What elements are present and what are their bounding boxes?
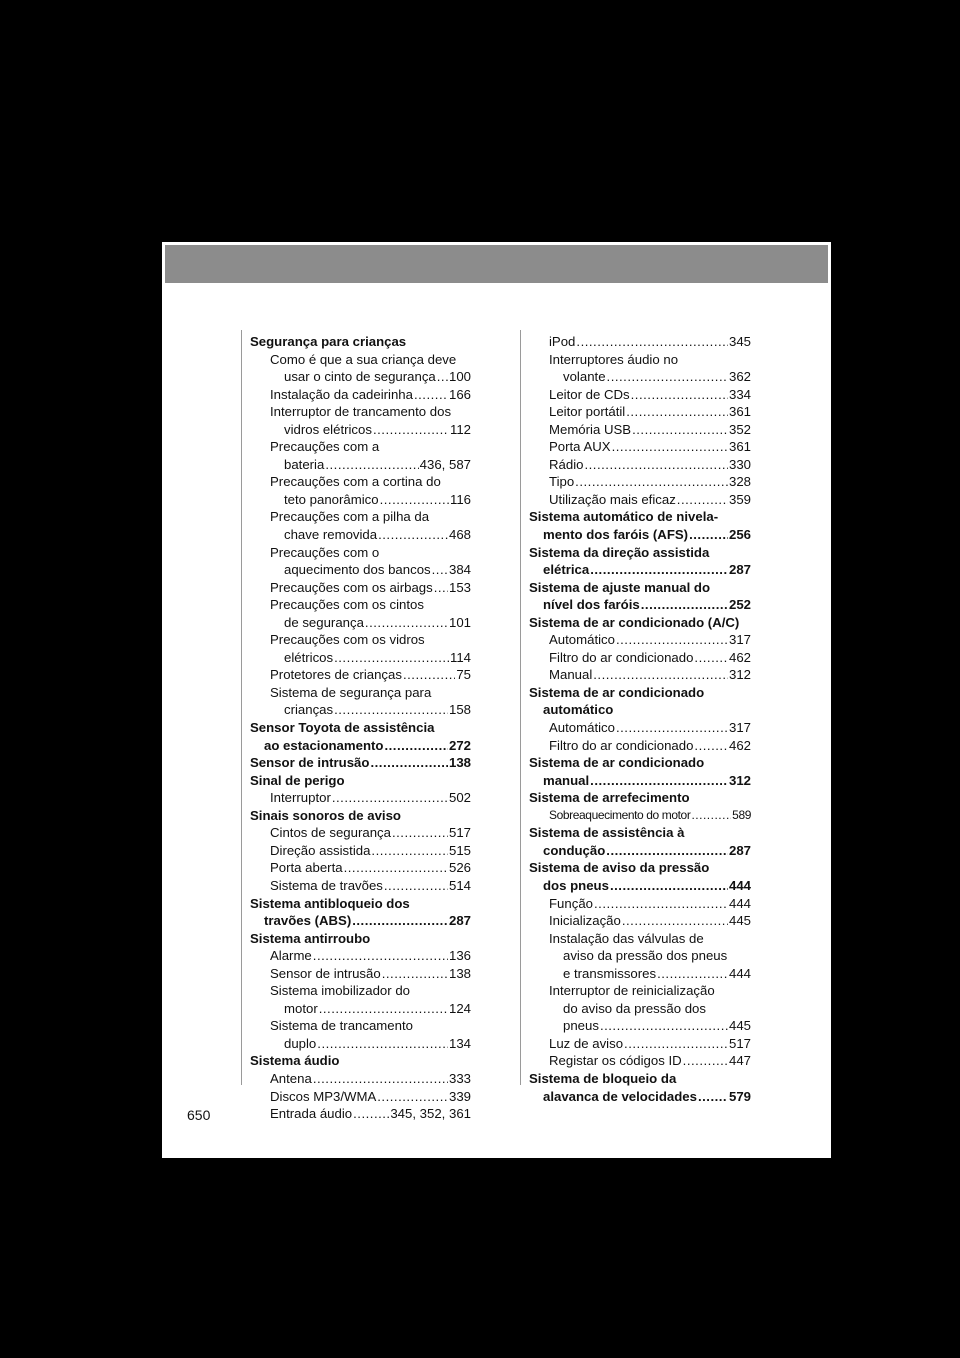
index-entry-term: Instalação da cadeirinha	[270, 386, 413, 402]
page-number: 650	[187, 1107, 211, 1123]
index-entry-term: Direção assistida	[270, 842, 371, 858]
index-entry	[250, 859, 471, 877]
index-entry-page: 462	[728, 737, 751, 753]
dot-leader	[657, 965, 728, 983]
dot-leader	[378, 526, 448, 544]
index-entry-term: teto panorâmico	[284, 491, 379, 507]
index-entry	[250, 579, 471, 597]
dot-leader	[632, 421, 728, 439]
index-heading-line: Sistema de trancamento	[270, 1018, 413, 1034]
index-entry-term: duplo	[284, 1035, 317, 1051]
index-entry	[250, 789, 471, 807]
index-entry	[250, 614, 471, 632]
index-entry-page: 252	[728, 597, 751, 613]
dot-leader	[432, 561, 448, 579]
index-entry	[529, 386, 751, 404]
dot-leader	[334, 649, 449, 667]
dot-leader	[612, 438, 728, 456]
index-entry-page: 287	[448, 913, 471, 929]
index-heading-line: Precauções com o	[270, 544, 380, 560]
index-entry-term: ao estacionamento	[264, 737, 384, 753]
dot-leader	[590, 561, 728, 579]
index-entry-page: 317	[728, 720, 751, 736]
dot-leader	[353, 1105, 389, 1123]
index-entry-term: dos pneus	[543, 877, 609, 893]
index-heading-line: Interruptores áudio no	[549, 351, 679, 367]
index-heading-line: Sistema da direção assistida	[529, 544, 710, 560]
index-entry-term: Tipo	[549, 474, 575, 490]
index-entry-term: manual	[543, 772, 590, 788]
index-entry-page: 101	[448, 614, 471, 630]
index-heading-line: Precauções com a pilha da	[270, 509, 430, 525]
index-entry-page: 444	[728, 895, 751, 911]
index-entry-term: Inicialização	[549, 913, 621, 929]
index-entry-page: 339	[448, 1088, 471, 1104]
index-entry-page: 444	[728, 965, 751, 981]
index-entry	[529, 666, 751, 684]
index-entry-term: bateria	[284, 456, 325, 472]
index-heading-line: Sistema antibloqueio dos	[250, 895, 410, 911]
dot-leader	[332, 789, 448, 807]
index-entry	[529, 631, 751, 649]
index-entry-page: 334	[728, 386, 751, 402]
dot-leader	[683, 1052, 728, 1070]
index-entry-page: 114	[449, 649, 471, 665]
index-entry	[529, 842, 751, 860]
dot-leader	[371, 842, 448, 860]
dot-leader	[575, 473, 728, 491]
dot-leader	[606, 842, 728, 860]
index-entry	[529, 1017, 751, 1035]
index-entry-term: crianças	[284, 702, 334, 718]
index-entry-page: 138	[448, 965, 471, 981]
index-entry-term: aquecimento dos bancos	[284, 562, 431, 578]
index-heading-line: Sinal de perigo	[250, 772, 345, 788]
index-entry-page: 312	[728, 667, 751, 683]
index-entry-term: condução	[543, 842, 606, 858]
index-entry	[250, 912, 471, 930]
index-entry	[250, 877, 471, 895]
index-entry	[529, 965, 751, 983]
index-heading-line: Sensor Toyota de assistência	[250, 720, 435, 736]
dot-leader	[352, 912, 448, 930]
index-entry	[529, 333, 751, 351]
dot-leader	[437, 368, 448, 386]
dot-leader	[610, 877, 728, 895]
index-entry	[250, 421, 471, 439]
index-heading-line: Interruptor de reinicialização	[549, 983, 715, 999]
index-entry-page: 517	[448, 825, 471, 841]
dot-leader	[403, 666, 455, 684]
manual-page	[162, 242, 831, 1158]
index-entry	[250, 561, 471, 579]
index-column-left	[250, 333, 471, 1123]
dot-leader	[626, 403, 728, 421]
index-entry	[529, 1052, 751, 1070]
index-entry-page: 330	[728, 456, 751, 472]
index-entry-page: 287	[728, 562, 751, 578]
index-entry-page: 272	[448, 737, 471, 753]
index-heading-line: Precauções com a cortina do	[270, 474, 441, 490]
index-entry-term: Filtro do ar condicionado	[549, 737, 694, 753]
index-heading-line: Sistema de bloqueio da	[529, 1070, 677, 1086]
index-entry	[529, 526, 751, 544]
index-entry-term: motor	[284, 1000, 318, 1016]
dot-leader	[414, 386, 448, 404]
dot-leader	[392, 824, 448, 842]
index-column-right	[529, 333, 751, 1105]
index-entry-page: 361	[728, 439, 751, 455]
index-entry-term: Registar os códigos ID	[549, 1053, 682, 1069]
dot-leader	[624, 1035, 728, 1053]
index-entry	[250, 842, 471, 860]
index-entry-page: 384	[448, 562, 471, 578]
index-entry-term: nível dos faróis	[543, 597, 640, 613]
index-heading-line: Sistema de ar condicionado	[529, 684, 705, 700]
index-entry	[250, 526, 471, 544]
index-entry-term: Automático	[549, 720, 615, 736]
index-entry	[250, 368, 471, 386]
index-entry	[250, 1105, 471, 1123]
index-entry-term: Entrada áudio	[270, 1106, 353, 1122]
index-entry-page: 352	[728, 421, 751, 437]
index-entry-page: 153	[448, 579, 471, 595]
index-entry	[250, 666, 471, 684]
index-entry-page: 158	[448, 702, 471, 718]
index-entry-page: 317	[728, 632, 751, 648]
index-entry-page: 345	[728, 334, 751, 349]
index-entry-page: 515	[448, 842, 471, 858]
index-entry-term: e transmissores	[563, 965, 657, 981]
dot-leader	[616, 719, 728, 737]
index-entry-term: mento dos faróis (AFS)	[543, 527, 689, 543]
dot-leader	[677, 491, 728, 509]
dot-leader	[377, 1088, 448, 1106]
index-entry-page: 462	[728, 649, 751, 665]
dot-leader	[641, 596, 728, 614]
index-entry	[529, 473, 751, 491]
index-entry-page: 312	[728, 772, 751, 788]
index-entry-term: chave removida	[284, 527, 378, 543]
index-heading-line: Segurança para crianças	[250, 334, 407, 349]
index-entry-term: Interruptor	[270, 790, 331, 806]
dot-leader	[380, 491, 449, 509]
dot-leader	[590, 772, 728, 790]
index-entry-term: Função	[549, 895, 593, 911]
index-entry-term: travões (ABS)	[264, 913, 352, 929]
dot-leader	[313, 947, 448, 965]
index-heading-line: automático	[543, 702, 614, 718]
index-entry-page: 445	[728, 913, 751, 929]
dot-leader	[313, 1070, 448, 1088]
dot-leader	[384, 877, 448, 895]
index-heading-line: Sistema de arrefecimento	[529, 790, 690, 806]
index-heading-line: Sistema de aviso da pressão	[529, 860, 710, 876]
right-column-rule	[520, 330, 521, 1085]
dot-leader	[576, 333, 728, 351]
index-heading-line: Interruptor de trancamento dos	[270, 404, 452, 420]
index-entry	[529, 877, 751, 895]
index-entry-page: 468	[448, 527, 471, 543]
index-entry-term: vidros elétricos	[284, 421, 372, 437]
index-entry	[529, 438, 751, 456]
index-entry-page: 526	[448, 860, 471, 876]
index-entry	[529, 772, 751, 790]
index-entry	[250, 491, 471, 509]
index-entry-term: Cintos de segurança	[270, 825, 391, 841]
index-heading-line: Sistema de ar condicionado	[529, 755, 705, 771]
index-entry-page: 287	[728, 842, 751, 858]
dot-leader	[317, 1035, 448, 1053]
index-entry-term: Sensor de intrusão	[270, 965, 381, 981]
dot-leader	[616, 631, 728, 649]
dot-leader	[319, 1000, 448, 1018]
index-entry-page: 436, 587	[419, 456, 471, 472]
index-heading-line: aviso da pressão dos pneus	[563, 948, 728, 964]
index-heading-line: Precauções com a	[270, 439, 380, 455]
index-entry-term: volante	[563, 369, 606, 385]
index-entry	[529, 912, 751, 930]
index-entry-page: 100	[448, 369, 471, 385]
index-entry-term: Discos MP3/WMA	[270, 1088, 377, 1104]
index-entry-term: Leitor de CDs	[549, 386, 630, 402]
dot-leader	[434, 579, 448, 597]
index-entry-term: elétrica	[543, 562, 590, 578]
index-entry-term: Automático	[549, 632, 615, 648]
index-entry-page: 445	[728, 1018, 751, 1034]
index-entry-term: Porta aberta	[270, 860, 343, 876]
index-entry-page: 134	[448, 1035, 471, 1051]
index-entry-term: Luz de aviso	[549, 1035, 624, 1051]
dot-leader	[689, 526, 728, 544]
index-entry-term: de segurança	[284, 614, 364, 630]
index-entry	[529, 491, 751, 509]
index-entry-term: Utilização mais eficaz	[549, 491, 676, 507]
dot-leader	[365, 614, 448, 632]
index-entry	[529, 737, 751, 755]
index-entry	[529, 1035, 751, 1053]
dot-leader	[607, 368, 728, 386]
page-header-bar	[165, 245, 828, 283]
index-entry	[529, 1088, 751, 1106]
index-entry-term: Antena	[270, 1070, 312, 1086]
index-entry	[250, 1000, 471, 1018]
index-entry-page: 328	[728, 474, 751, 490]
index-heading-line: Sistema de assistência à	[529, 825, 685, 841]
index-entry	[250, 754, 471, 772]
index-entry-term: Sensor de intrusão	[250, 755, 370, 771]
dot-leader	[373, 421, 449, 439]
dot-leader	[325, 456, 418, 474]
index-entry	[529, 403, 751, 421]
index-entry-page: 359	[728, 491, 751, 507]
index-entry-page: 361	[728, 404, 751, 420]
index-entry-term: Precauções com os airbags	[270, 579, 433, 595]
dot-leader	[694, 737, 728, 755]
index-heading-line: Sistema imobilizador do	[270, 983, 410, 999]
index-heading-line: Instalação das válvulas de	[549, 930, 704, 946]
dot-leader	[382, 965, 448, 983]
index-entry	[250, 456, 471, 474]
index-entry	[529, 895, 751, 913]
index-entry	[529, 561, 751, 579]
index-heading-line: Sistema áudio	[250, 1053, 340, 1069]
index-entry-term: Sobreaquecimento do motor	[549, 807, 691, 822]
index-entry	[250, 1088, 471, 1106]
index-entry-page: 256	[728, 527, 751, 543]
index-entry	[529, 807, 751, 825]
index-entry-term: Protetores de crianças	[270, 667, 402, 683]
index-entry	[250, 965, 471, 983]
index-entry	[529, 456, 751, 474]
index-entry	[250, 386, 471, 404]
index-entry-term: Porta AUX	[549, 439, 611, 455]
index-entry-term: usar o cinto de segurança	[284, 369, 436, 385]
index-entry-term: elétricos	[284, 649, 334, 665]
dot-leader	[370, 754, 448, 772]
index-entry-page: 333	[448, 1070, 471, 1086]
dot-leader	[344, 859, 448, 877]
index-entry-term: alavanca de velocidades	[543, 1088, 697, 1104]
index-entry-page: 166	[448, 386, 471, 402]
index-entry-page: 514	[448, 877, 471, 893]
index-entry-term: Manual	[549, 667, 593, 683]
dot-leader	[631, 386, 728, 404]
index-entry	[250, 1035, 471, 1053]
index-entry-page: 362	[728, 369, 751, 385]
index-entry-page: 138	[448, 755, 471, 771]
index-entry	[529, 649, 751, 667]
left-column-rule	[241, 330, 242, 1085]
index-heading-line: Sistema antirroubo	[250, 930, 371, 946]
index-heading-line: Sistema de ajuste manual do	[529, 579, 711, 595]
index-heading-line: do aviso da pressão dos	[563, 1000, 706, 1016]
index-entry-page: 589	[732, 807, 751, 822]
dot-leader	[691, 807, 731, 825]
index-entry-term: Memória USB	[549, 421, 632, 437]
index-heading-line: Precauções com os vidros	[270, 632, 425, 648]
index-entry	[529, 596, 751, 614]
index-entry-term: Alarme	[270, 948, 312, 964]
index-entry-page: 502	[448, 790, 471, 806]
index-entry-page: 517	[728, 1035, 751, 1051]
index-heading-line: Sistema de ar condicionado (A/C)	[529, 614, 740, 630]
index-entry-term: Filtro do ar condicionado	[549, 649, 694, 665]
dot-leader	[594, 895, 728, 913]
index-entry	[250, 701, 471, 719]
index-entry-term: Leitor portátil	[549, 404, 626, 420]
index-heading-line: Precauções com os cintos	[270, 597, 424, 613]
index-entry-term: iPod	[549, 334, 576, 349]
index-entry-page: 112	[449, 421, 471, 437]
dot-leader	[593, 666, 728, 684]
index-entry	[529, 719, 751, 737]
index-entry-page: 124	[448, 1000, 471, 1016]
index-entry	[250, 1070, 471, 1088]
dot-leader	[334, 701, 448, 719]
index-entry	[250, 947, 471, 965]
dot-leader	[694, 649, 728, 667]
index-entry-page: 116	[449, 491, 471, 507]
index-entry	[250, 649, 471, 667]
index-entry-page: 136	[448, 948, 471, 964]
index-entry	[529, 368, 751, 386]
index-heading-line: Sinais sonoros de aviso	[250, 807, 401, 823]
index-entry	[529, 421, 751, 439]
index-entry-page: 444	[728, 877, 751, 893]
index-heading-line: Como é que a sua criança deve	[270, 351, 457, 367]
dot-leader	[622, 912, 728, 930]
index-heading-line: Sistema de segurança para	[270, 684, 432, 700]
index-entry	[250, 824, 471, 842]
dot-leader	[384, 737, 448, 755]
index-entry-page: 579	[728, 1088, 751, 1104]
index-entry-term: Sistema de travões	[270, 877, 383, 893]
index-entry-page: 345, 352, 361	[390, 1106, 471, 1122]
index-entry-term: Rádio	[549, 456, 584, 472]
index-entry-term: pneus	[563, 1018, 599, 1034]
dot-leader	[600, 1017, 728, 1035]
dot-leader	[584, 456, 728, 474]
index-heading-line: Sistema automático de nivela-	[529, 509, 719, 525]
dot-leader	[698, 1088, 728, 1106]
index-entry-page: 75	[456, 667, 471, 683]
index-entry-page: 447	[728, 1053, 751, 1069]
index-entry	[250, 737, 471, 755]
